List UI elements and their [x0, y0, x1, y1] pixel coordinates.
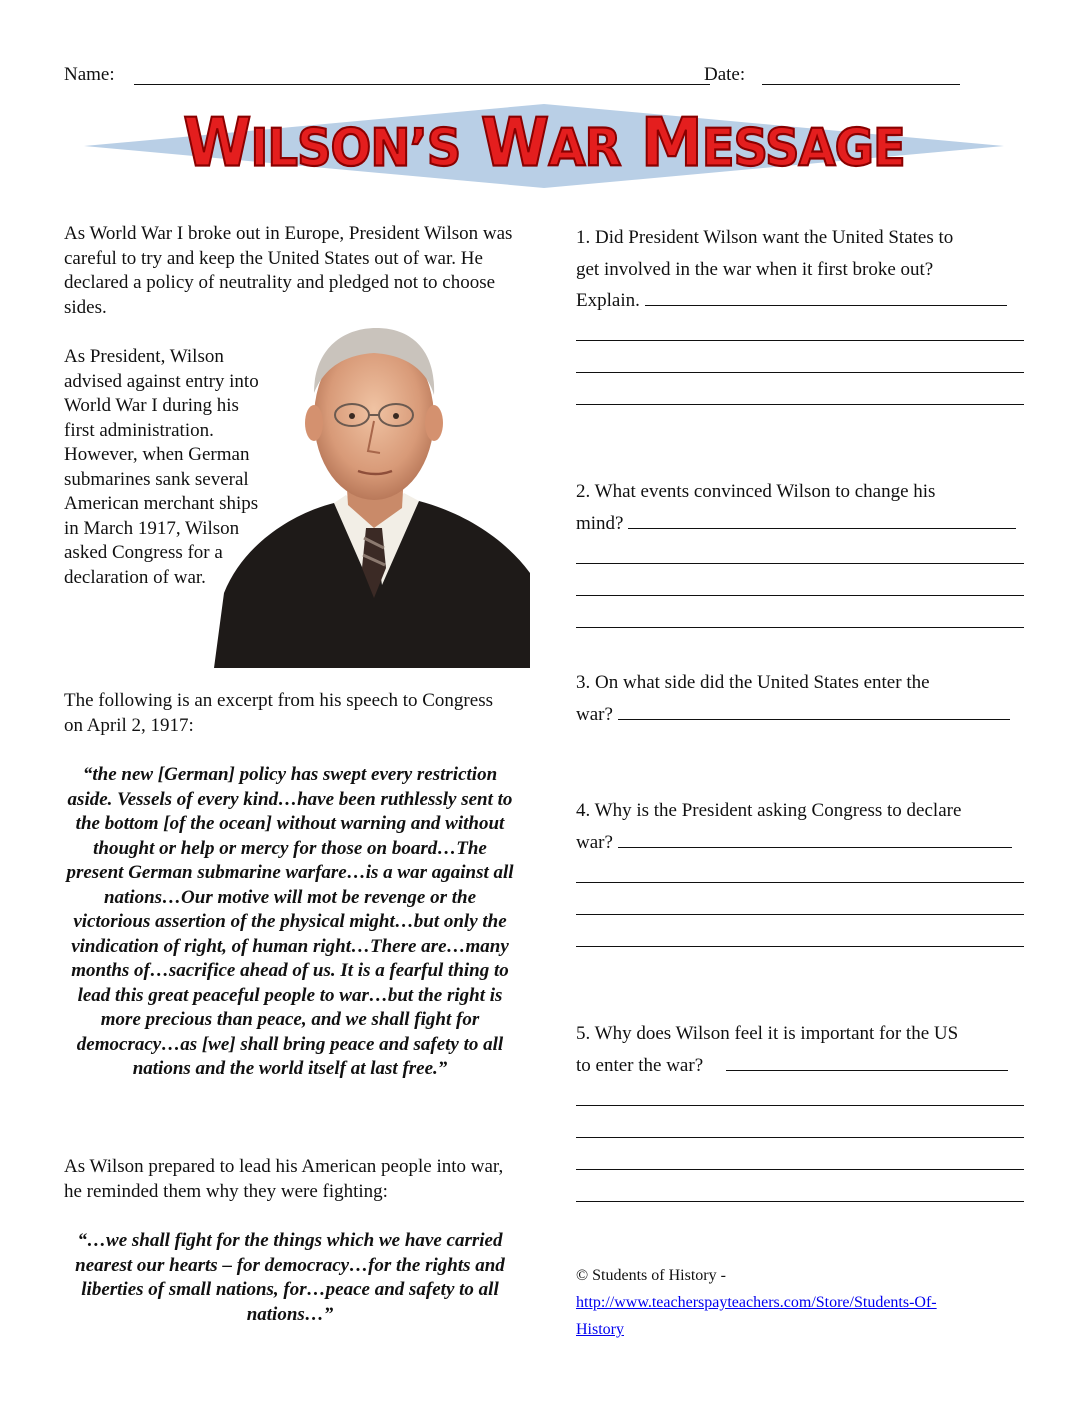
answer-2-line[interactable]: [576, 627, 1024, 628]
date-blank[interactable]: [762, 84, 960, 85]
answer-2-line[interactable]: [576, 563, 1024, 564]
store-link[interactable]: http://www.teacherspayteachers.com/Store/Students-Of- History: [576, 1294, 937, 1338]
answer-4-line[interactable]: [576, 914, 1024, 915]
answer-4-line[interactable]: [618, 833, 1012, 848]
name-label: Name:: [64, 64, 115, 85]
president-paragraph: As President, Wilson advised against entry into World War I during his first administration. However, when German submarines sank several American merchant ships in March 1917, Wilson asked Congress for a declaration of war.: [64, 346, 259, 588]
answer-5-line[interactable]: [576, 1137, 1024, 1138]
answer-1-line[interactable]: [576, 404, 1024, 405]
answer-5-line[interactable]: [576, 1169, 1024, 1170]
answer-4-line[interactable]: [576, 882, 1024, 883]
answer-5-line[interactable]: [576, 1201, 1024, 1202]
answer-1-line[interactable]: [576, 372, 1024, 373]
answer-1-line[interactable]: [645, 291, 1007, 306]
answer-3-line[interactable]: [618, 705, 1010, 720]
answer-5-line[interactable]: [576, 1105, 1024, 1106]
date-label: Date:: [704, 64, 746, 85]
excerpt-intro: The following is an excerpt from his speech to Congress on April 2, 1917:: [64, 690, 493, 736]
wilson-portrait-image: [214, 323, 530, 668]
question-5: 5. Why does Wilson feel it is important for the US to enter the war?: [576, 1018, 1026, 1081]
name-blank[interactable]: [134, 84, 710, 85]
answer-5-line[interactable]: [726, 1056, 1008, 1071]
title-banner: [84, 98, 1004, 194]
question-3: 3. On what side did the United States enter the war?: [576, 667, 1026, 730]
copyright-text: © Students of History -: [576, 1267, 726, 1284]
intro-paragraph: As World War I broke out in Europe, President Wilson was careful to try and keep the United States out of war. He declared a policy of neutrality and pledged not to choose sides.: [64, 223, 513, 318]
answer-1-line[interactable]: [576, 340, 1024, 341]
question-2: 2. What events convinced Wilson to change his mind?: [576, 476, 1026, 539]
speech-quote: “the new [German] policy has swept every restriction aside. Vessels of every kind…have been ruthlessly sent to the bottom [of the ocean] without warning and without thought or help or mercy for those on board…The present German submarine warfare…is a war against all nations…Our motive will mot be revenge or the victorious assertion of the physical might…but only the vindication of right, of human right…There are…many months of…sacrifice ahead of us. It is a fearful thing to lead this great peaceful people to war…but the right is more precious than peace, and we shall fight for democracy…as [we] shall bring peace and safety to all nations and the world itself at last free.”: [66, 764, 514, 1079]
page-title: WILSON’S WAR MESSAGE: [183, 102, 905, 182]
question-1: 1. Did President Wilson want the United States to get involved in the war when it first broke out? Explain.: [576, 222, 1026, 317]
question-4: 4. Why is the President asking Congress to declare war?: [576, 795, 1026, 858]
prepared-paragraph: As Wilson prepared to lead his American people into war, he reminded them why they were fighting:: [64, 1156, 504, 1202]
copyright-footer: [576, 1262, 1026, 1343]
header-row: [64, 62, 964, 94]
answer-4-line[interactable]: [576, 946, 1024, 947]
answer-2-line[interactable]: [628, 514, 1016, 529]
closing-quote: “…we shall fight for the things which we have carried nearest our hearts – for democracy…for the rights and liberties of small nations, for…peace and safety to all nations…”: [75, 1230, 505, 1325]
answer-2-line[interactable]: [576, 595, 1024, 596]
